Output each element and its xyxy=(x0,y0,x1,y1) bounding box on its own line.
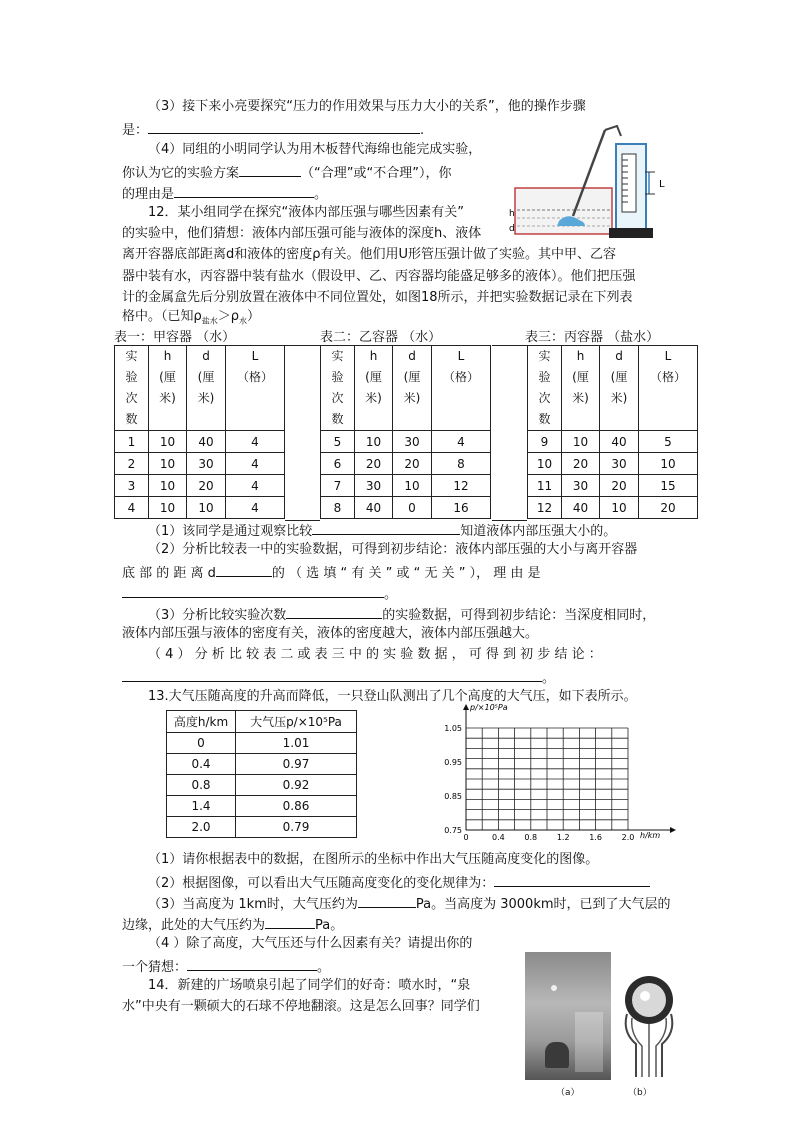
col-header: d (厘 米) xyxy=(393,346,432,431)
answer-blank[interactable] xyxy=(239,162,301,177)
table-row: 5 10 30 4 xyxy=(321,431,491,453)
q12-s3-line2: 液体内部压强与液体的密度有关，液体的密度越大，液体内部压强越大。 xyxy=(122,626,539,641)
table-row: 9 10 40 5 xyxy=(528,431,698,453)
q11-p4-line3: 的理由是 。 xyxy=(122,183,327,204)
table-row: 0 1.01 xyxy=(167,733,357,754)
x-tick-label: 0.4 xyxy=(492,833,505,842)
table-row: 12 40 10 20 xyxy=(528,497,698,519)
table-header-row xyxy=(115,346,285,431)
answer-blank[interactable] xyxy=(265,914,315,929)
label-h: h xyxy=(509,209,515,219)
photo-b-caption: （b） xyxy=(628,1088,652,1098)
table-1 xyxy=(114,345,285,519)
col-header: d (厘 米) xyxy=(600,346,639,431)
table-row: 10 20 30 10 xyxy=(528,453,698,475)
q12-s4-line1: （ 4 ） 分 析 比 较 表 二 或 表 三 中 的 实 验 数 据 ， 可 得 到 初 步 结 论 ： xyxy=(148,647,602,662)
u-tube-pressure-gauge-diagram xyxy=(509,124,671,240)
col-header: 实 验 次 数 xyxy=(528,346,562,431)
table-row: 1.4 0.86 xyxy=(167,796,357,817)
answer-blank[interactable] xyxy=(148,119,420,134)
col-header: h (厘 米) xyxy=(149,346,187,431)
table-row: 3 10 20 4 xyxy=(115,475,285,497)
answer-blank[interactable] xyxy=(187,956,317,971)
q12-line5: 计的金属盒先后分别放置在液体中不同位置处，如图18所示，并把实验数据记录在下列表 xyxy=(122,290,633,305)
table1-caption: 表一：甲容器 （水） xyxy=(114,330,236,345)
y-axis-arrow xyxy=(463,704,469,710)
q13-s4-line2: 一个猜想： 。 xyxy=(122,956,330,977)
y-tick-label: 1.05 xyxy=(444,724,462,733)
q11-p3-line1: （3）接下来小亮要探究“压力的作用效果与压力大小的关系”，他的操作步骤 xyxy=(148,99,586,114)
y-tick-label: 0.85 xyxy=(444,792,462,801)
table-row: 1 10 40 4 xyxy=(115,431,285,453)
q13-s2: （2）根据图像，可以看出大气压随高度变化的变化规律为： xyxy=(148,872,650,893)
q13-s1: （1）请你根据表中的数据，在图所示的坐标中作出大气压随高度变化的图像。 xyxy=(148,852,599,867)
q12-s4-line2: 。 xyxy=(122,667,555,688)
answer-blank[interactable] xyxy=(312,520,460,535)
q12-s2-line3: 。 xyxy=(122,583,397,604)
table-header-row xyxy=(321,346,491,431)
q13-intro: 13.大气压随高度的升高而降低，一只登山队测出了几个高度的大气压，如下表所示。 xyxy=(148,689,637,704)
q14-line2: 水”中央有一颗硕大的石球不停地翻滚。这是怎么回事？同学们 xyxy=(122,999,480,1014)
col-header: 高度h/km xyxy=(167,711,236,733)
q14-line1: 14．新建的广场喷泉引起了同学们的好奇：喷水时，“泉 xyxy=(148,978,471,993)
table-row: 6 20 20 8 xyxy=(321,453,491,475)
y-tick-labels xyxy=(444,724,462,835)
answer-blank[interactable] xyxy=(358,893,416,908)
q12-s1: （1）该同学是通过观察比较 知道液体内部压强大小的。 xyxy=(148,520,616,541)
col-header: 实 验 次 数 xyxy=(321,346,355,431)
table-3 xyxy=(527,345,698,519)
x-tick-label: 1.2 xyxy=(556,833,570,842)
col-header: L （格） xyxy=(639,346,698,431)
q12-line4: 器中装有水，丙容器中装有盐水（假设甲、乙、丙容器均能盛足够多的液体）。他们把压强 xyxy=(122,269,636,284)
table-row: 2.0 0.79 xyxy=(167,817,357,838)
table-row: 0.8 0.92 xyxy=(167,775,357,796)
q12-s2-line1: （2）分析比较表一中的实验数据，可得到初步结论：液体内部压强的大小与离开容器 xyxy=(148,542,638,557)
q11-p3-line2: 是： . xyxy=(122,119,424,140)
q11-p4-line2: 你认为它的实验方案 （“合理”或“不合理”），你 xyxy=(122,162,451,183)
table-row: 4 10 10 4 xyxy=(115,497,285,519)
label-d: d xyxy=(509,224,515,234)
fountain-photo-a xyxy=(525,952,611,1080)
y-tick-label: 0.75 xyxy=(444,826,462,835)
table-2 xyxy=(320,345,491,519)
table-row: 0.4 0.97 xyxy=(167,754,357,775)
x-tick-labels xyxy=(463,833,634,842)
x-tick-label: 2.0 xyxy=(621,833,635,842)
table-row: 8 40 0 16 xyxy=(321,497,491,519)
table-row: 2 10 30 4 xyxy=(115,453,285,475)
table-row: 7 30 10 12 xyxy=(321,475,491,497)
fountain-diagram-b xyxy=(612,952,687,1082)
q13-s4-line1: （4 ）除了高度，大气压还与什么因素有关？请提出你的 xyxy=(148,936,473,951)
x-tick-label: 1.6 xyxy=(589,833,602,842)
label-L: L xyxy=(659,179,665,190)
x-tick-label: 0 xyxy=(463,833,469,842)
q12-s2-line2: 底 部 的 距 离 d 的 （ 选 填 “ 有 关 ” 或 “ 无 关 ” ）， 理 由 是 xyxy=(122,562,540,583)
x-axis-arrow xyxy=(670,827,676,833)
y-axis-label: p/×10⁵Pa xyxy=(470,703,508,712)
x-axis-label: h/km xyxy=(640,831,661,840)
col-header: L （格） xyxy=(226,346,285,431)
photo-a-caption: （a） xyxy=(556,1088,580,1098)
table-header-row xyxy=(528,346,698,431)
col-header: L （格） xyxy=(432,346,491,431)
answer-blank[interactable] xyxy=(122,583,384,598)
answer-blank[interactable] xyxy=(216,562,272,577)
col-header: 实 验 次 数 xyxy=(115,346,149,431)
table-header-row xyxy=(167,711,357,733)
answer-blank[interactable] xyxy=(174,183,314,198)
q12-line3: 离开容器底部距离d和液体的密度ρ有关。他们用U形管压强计做了实验。其中甲、乙容 xyxy=(122,247,617,262)
pressure-height-chart xyxy=(432,700,677,840)
answer-blank[interactable] xyxy=(286,604,382,619)
q12-s3-line1: （3）分析比较实验次数 的实验数据，可得到初步结论：当深度相同时， xyxy=(148,604,655,625)
q12-line2: 的实验中，他们猜想：液体内部压强可能与液体的深度h、液体 xyxy=(122,226,482,241)
answer-blank[interactable] xyxy=(494,872,650,887)
col-header: d (厘 米) xyxy=(187,346,226,431)
table3-caption: 表三：丙容器 （盐水） xyxy=(525,330,660,345)
x-tick-label: 0.8 xyxy=(524,833,538,842)
answer-blank[interactable] xyxy=(122,667,542,682)
pressure-table xyxy=(166,710,357,838)
table-gap xyxy=(285,345,320,521)
col-header: h (厘 米) xyxy=(562,346,600,431)
q13-s3-line1: （3）当高度为 1km时，大气压约为 Pa。当高度为 3000km时，已到了大气层的 xyxy=(148,893,671,914)
chart-grid xyxy=(466,728,628,830)
col-header: h (厘 米) xyxy=(355,346,393,431)
table-gap xyxy=(492,345,527,521)
q11-p4-line1: （4）同组的小明同学认为用木板替代海绵也能完成实验， xyxy=(148,142,482,157)
y-tick-label: 0.95 xyxy=(444,758,462,767)
table2-caption: 表二：乙容器 （水） xyxy=(320,330,442,345)
col-header: 大气压p/×10⁵Pa xyxy=(236,711,357,733)
q12-line6: 格中。（已知$\rho_{盐水}>\rho_水$） xyxy=(122,309,261,326)
q12-line1: 12．某小组同学在探究“液体内部压强与哪些因素有关” xyxy=(148,205,465,220)
table-row: 11 30 20 15 xyxy=(528,475,698,497)
q13-s3-line2: 边缘，此处的大气压约为 Pa。 xyxy=(122,914,343,935)
